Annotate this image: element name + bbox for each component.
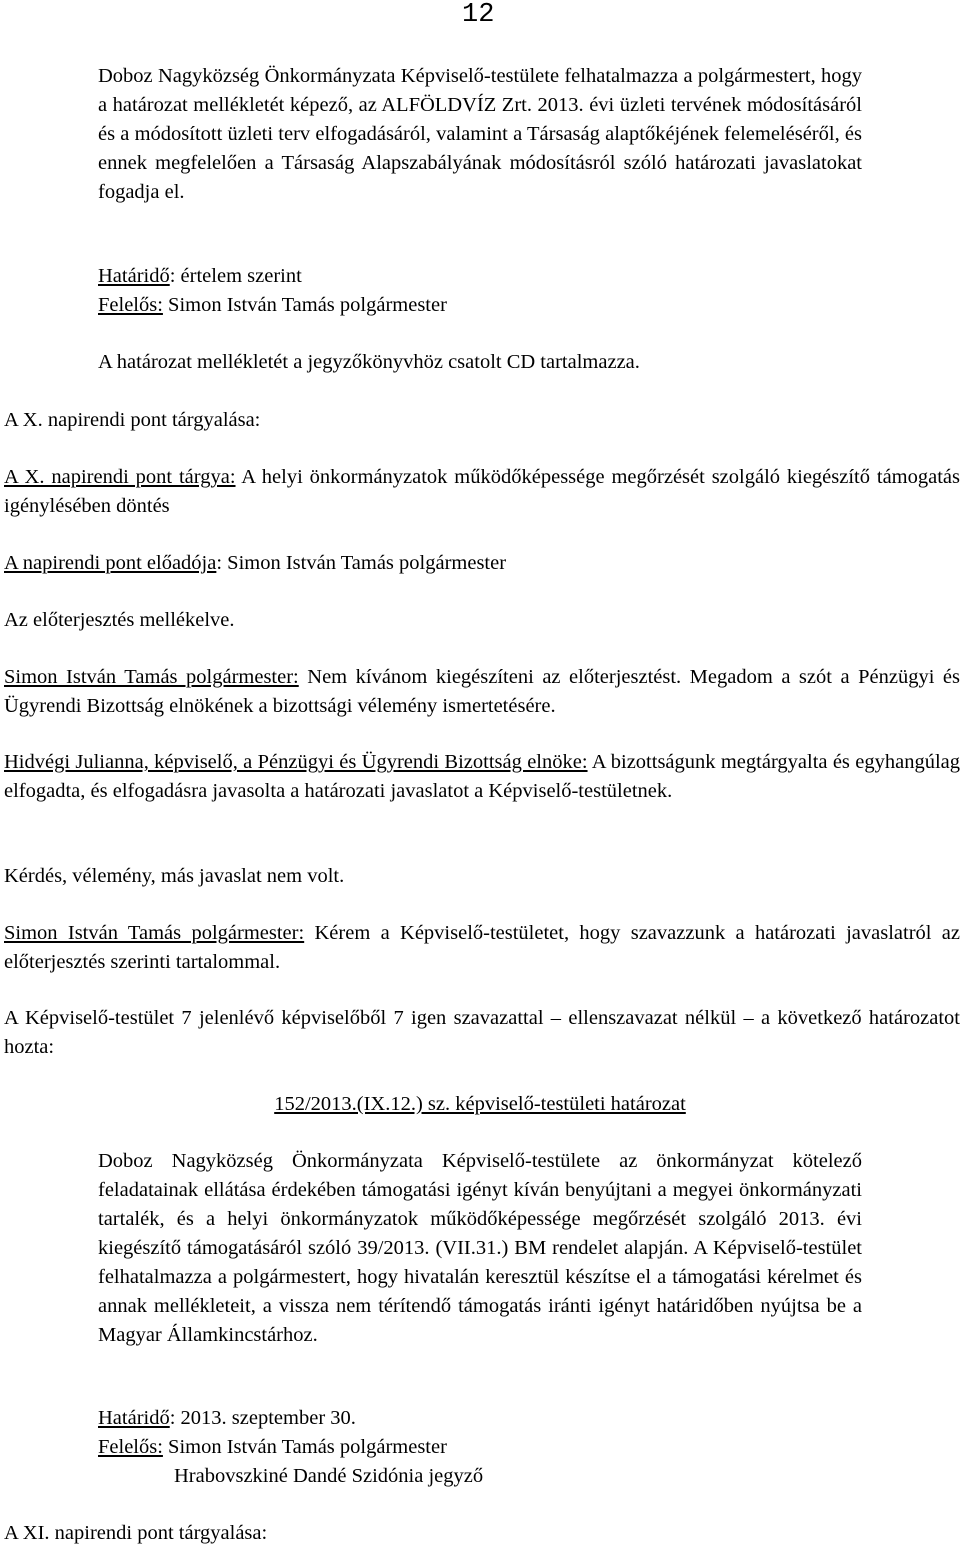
deadline-line-2 [98, 1404, 356, 1433]
speech-mayor-2 [4, 919, 960, 977]
responsible-label: Felelős: [98, 294, 163, 316]
speech-mayor-1 [4, 663, 960, 721]
responsible-value: Simon István Tamás polgármester [162, 294, 447, 316]
responsible-line-1 [98, 291, 447, 320]
resolution-paragraph-alfoldviz: Doboz Nagyközség Önkormányzata Képviselő-testülete felhatalmazza a polgármestert, hogy a határozat mellékletét képező, az ALFÖLDVÍZ Zrt. 2013. évi üzleti tervének módosításáról és a módosított üzleti terv elfogadásáról, valamint a Társaság alaptőkéjének felemeléséről, és ennek megfelelően a Társaság Alapszabályának módosításról szóló határozati javaslatokat fogadja el. [98, 65, 862, 203]
agenda-presenter [4, 549, 506, 578]
no-questions-note: Kérdés, vélemény, más javaslat nem volt. [4, 865, 345, 887]
attachment-note: A határozat mellékletét a jegyzőkönyvhöz csatolt CD tartalmazza. [98, 351, 640, 373]
deadline-label: Határidő [98, 1407, 170, 1429]
responsible-value: Simon István Tamás polgármester [162, 1436, 447, 1458]
deadline-line-1 [98, 262, 302, 291]
agenda-heading-xi: A XI. napirendi pont tárgyalása: [4, 1522, 268, 1544]
agenda-heading-x: A X. napirendi pont tárgyalása: [4, 409, 261, 431]
responsible-line-2 [98, 1433, 447, 1462]
speech-text: Nem kívánom kiegészíteni az előterjesztést. Megadom a szót a Pénzügyi és Ügyrendi Bizottság elnökének a bizottsági vélemény ismertetésére. [4, 666, 960, 717]
resolution-title: 152/2013.(IX.12.) sz. képviselő-testületi határozat [274, 1093, 686, 1115]
speech-text: A bizottságunk megtárgyalta és egyhangúlag elfogadta, és elfogadásra javasolta a határozati javaslatot a Képviselő-testületnek. [4, 751, 960, 802]
proposal-attached-note: Az előterjesztés mellékelve. [4, 609, 235, 631]
speaker-name: Hidvégi Julianna, képviselő, a Pénzügyi és Ügyrendi Bizottság elnöke: [4, 751, 588, 773]
deadline-value: : értelem szerint [169, 265, 302, 287]
resolution-text: Doboz Nagyközség Önkormányzata Képviselő-testülete az önkormányzat kötelező feladatainak ellátása érdekében támogatási igényt kíván benyújtani a megyei önkormányzati tartalék, és a helyi önkormányzatok működőképessége megőrzését szolgáló 2013. évi kiegészítő támogatásáról szóló 39/2013. (VII.31.) BM rendelet alapján. A Képviselő-testület felhatalmazza a polgármestert, hogy hivatalán keresztül készítse el a támogatási kérelmet és annak mellékleteit, a vissza nem térítendő támogatás iránti igényt határidőben nyújtsa be a Magyar Államkincstárhoz. [98, 1150, 862, 1346]
responsible-label: Felelős: [98, 1436, 163, 1458]
agenda-topic-text: A helyi önkormányzatok működőképessége megőrzését szolgáló kiegészítő támogatás igénylésében döntés [4, 466, 960, 517]
presenter-value: : Simon István Tamás polgármester [216, 552, 507, 574]
vote-result: A Képviselő-testület 7 jelenlévő képviselőből 7 igen szavazattal – ellenszavazat nélkül – a következő határozatot hozta: [4, 1007, 960, 1058]
deadline-label: Határidő [98, 265, 170, 287]
deadline-value: : 2013. szeptember 30. [169, 1407, 356, 1429]
agenda-topic-label: A X. napirendi pont tárgya: [4, 466, 236, 488]
agenda-topic [4, 463, 960, 521]
responsible-second: Hrabovszkiné Dandé Szidónia jegyző [174, 1465, 484, 1487]
speaker-name: Simon István Tamás polgármester: [4, 922, 305, 944]
speech-committee-chair [4, 748, 960, 806]
page-number: 12 [462, 0, 495, 30]
speaker-name: Simon István Tamás polgármester: [4, 666, 299, 688]
speech-text: Kérem a Képviselő-testületet, hogy szavazzunk a határozati javaslatról az előterjesztés szerinti tartalommal. [4, 922, 960, 973]
presenter-label: A napirendi pont előadója [4, 552, 217, 574]
